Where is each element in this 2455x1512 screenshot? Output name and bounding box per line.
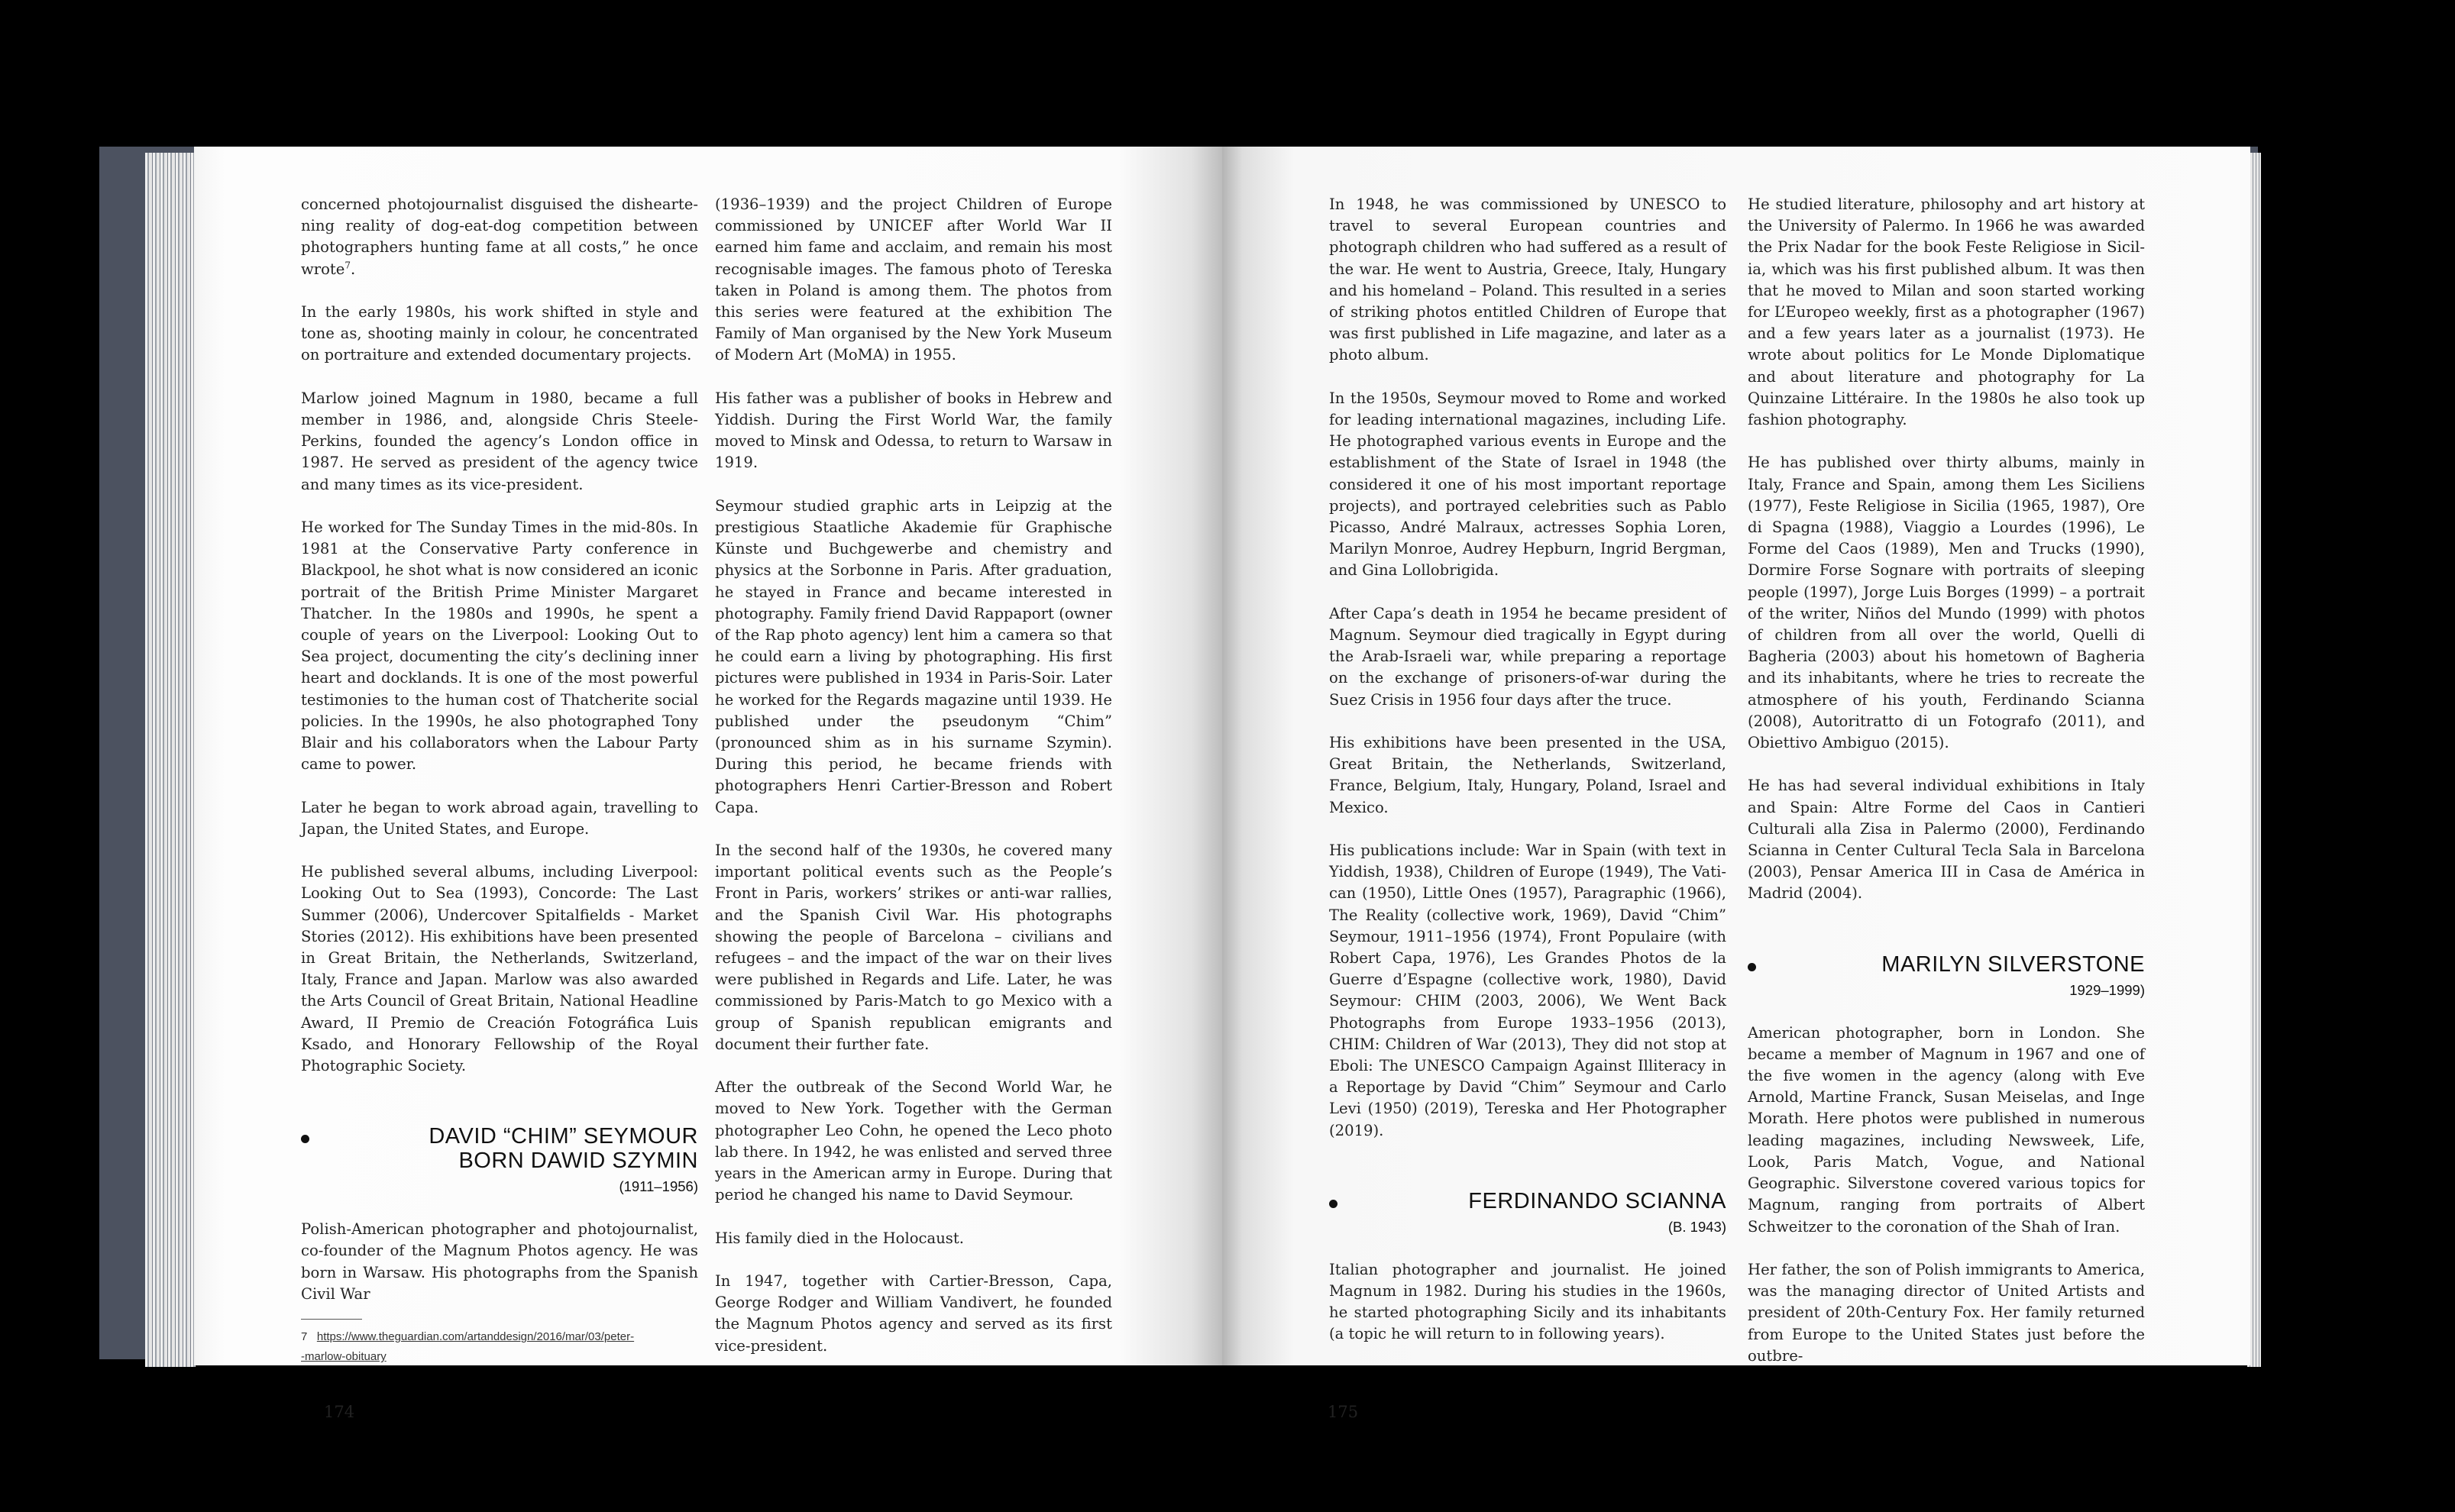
paragraph: After the outbreak of the Second World War, he moved to New York. Together with the German photographer Leo Cohn, he opened the Leco photo lab there. In 1942, he was enlisted and served three years in the American army in Europe. During that period he changed his name to David Seymour. xyxy=(715,1078,1112,1204)
right-page-column-1 xyxy=(1329,194,1726,1346)
section-header-seymour xyxy=(301,1124,698,1197)
section-years: (1911–1956) xyxy=(619,1178,698,1195)
paragraph: Italian photographer and journalist. He joined Magnum in 1982. During his studies in the 1960s, he started photographing Sicily and its inhabitants (a topic he will return to in following years). xyxy=(1329,1260,1726,1343)
paragraph: He has had several individual exhibitions in Italy and Spain: Altre Forme del Caos in Cantieri Culturali alla Zisa in Palermo (2000), Ferdinando Scianna in Center Cultural Tecla Sala in Barcelona (2003), Pensar America III in Casa de América in Madrid (2004). xyxy=(1748,777,2145,903)
bullet-dot-icon xyxy=(1748,963,1756,971)
paragraph: Seymour studied graphic arts in Leipzig at the prestigious Staatliche Akademie für Graphische Künste und Buchgewerbe and chemistry and physics at the Sorbonne in Paris. After graduation, he stayed in France and became interested in photography. Family friend David Rappaport (owner of the Rap photo agency) lent him a camera so that he could earn a living by photographing. His first pictures were published in 1934 in Paris-Soir. Later he worked for the Regards magazine until 1939. He published under the pseudonym “Chim” (pronounced shim as in his surname Szymin). During this period, he became friends with photographers Henri Cartier-Bresson and Robert Capa. xyxy=(715,496,1112,816)
paragraph: After Capa’s death in 1954 he became president of Magnum. Seymour died tragically in Egypt during the Arab-Israeli war, while preparing a reportage on the exchange of prisoners-of-war during the Suez Crisis in 1956 four days after the truce. xyxy=(1329,604,1726,709)
paragraph: His exhibitions have been presented in the USA, Great Britain, the Netherlands, Switzerland, France, Belgium, Italy, Hungary, Poland, Israel and Mexico. xyxy=(1329,734,1726,816)
section-title: FERDINANDO SCIANNA xyxy=(1468,1188,1726,1213)
right-page xyxy=(1222,147,2250,1421)
section-years: (B. 1943) xyxy=(1667,1218,1726,1235)
footnote-link-continued[interactable]: -marlow-obituary xyxy=(301,1350,387,1364)
section-years: 1929–1999) xyxy=(2069,981,2145,998)
left-page-column-2 xyxy=(715,194,1112,1357)
paragraph: (1936–1939) and the project Children of Europe commissioned by UNICEF after World War II earned him fame and acclaim, and remain his most recognisable images. The famous photo of Tereska taken in Poland is among them. The photos from this series were featured at the exhibition The Family of Man organised by the New York Museum of Modern Art (MoMA) in 1955. xyxy=(715,195,1112,364)
paragraph: Polish-American photographer and photojournalist, co-founder of the Magnum Photos agency. He was born in Warsaw. His photographs from the Spanish Civil War xyxy=(301,1220,698,1303)
paragraph: He published several albums, including Liverpool: Looking Out to Sea (1993), Concorde: The Last Summer (2006), Undercover Spitalfields - Market Stories (2012). His exhibitions have been presented in Great Britain, the Netherlands, Switzerland, Italy, France and Japan. Marlow was also awarded the Arts Council of Great Britain, National Headline Award, II Premio de Creación Fotográfica Luis Ksado, and Honorary Fellowship of the Royal Photographic Society. xyxy=(301,863,698,1075)
paragraph: Later he began to work abroad again, travelling to Japan, the United States, and Europe. xyxy=(301,798,698,838)
section-title: MARILYN SILVERSTONE xyxy=(1881,951,2145,977)
section-header-scianna xyxy=(1329,1189,1726,1238)
paragraph: He has published over thirty albums, mainly in Italy, France and Spain, among them Les Siciliens (1977), Feste Religiose in Sicilia (1965, 1987), Ore di Spagna (1988), Viaggio a Lourdes (1996), Le Forme del Caos (1989), Men and Trucks (1990), Dormire Forse Sognare with portraits of sleeping people (1997), Jorge Luis Borges (1999) – a portrait of the writer, Niños del Mundo (1999) with photos of children from all over the world, Quelli di Bagheria (2003) about his hometown of Bagheria and its inhabitants, where he tries to recreate the atmosphere of his youth, Ferdinando Scianna (2008), Autoritratto di un Fotografo (2011), and Obiettivo Ambiguo (2015). xyxy=(1748,454,2145,752)
footnote-rule xyxy=(301,1319,362,1320)
footnote-link[interactable]: https://www.theguardian.com/artanddesign/2016/mar/03/peter- xyxy=(316,1330,635,1344)
section-title: DAVID “CHIM” SEYMOUR xyxy=(429,1124,698,1149)
left-page-column-1 xyxy=(301,194,698,1367)
paragraph: Her father, the son of Polish immigrants to America, was the managing director of United Artists and president of 20th-Century Fox. Her family returned from Europe to the United States just before the outbre- xyxy=(1748,1260,2145,1365)
paragraph: His publications include: War in Spain (with text in Yiddish, 1938), Children of Europe (1949), The Vatican (1950), Little Ones (1957), Paragraphic (1966), The Reality (collective work, 1969), David “Chim” Seymour, 1911–1956 (1974), Front Populaire (with Robert Capa, 1976), Les Grandes Photos de la Guerre d’Espagne (collective work, 1980), David Seymour: CHIM (2003, 2006), We Went Back Photographs from Europe 1933–1956 (2013), CHIM: Children of War (2013), They did not stop at Eboli: The UNESCO Campaign Against Illiteracy in a Reportage by David “Chim” Seymour and Carlo Levi (1950) (2019), Tereska and Her Photographer (2019). xyxy=(1329,842,1726,1139)
section-subtitle: BORN DAWID SZYMIN xyxy=(458,1149,698,1174)
paragraph: In 1948, he was commissioned by UNESCO to travel to several European countries and photograph children who had suffered as a result of the war. He went to Austria, Greece, Italy, Hungary and his homeland – Poland. This resulted in a series of striking photos entitled Children of Europe that was first published in Life magazine, and later as a photo album. xyxy=(1329,195,1726,364)
paragraph: His father was a publisher of books in Hebrew and Yiddish. During the First World War, the family moved to Minsk and Odessa, to return to Warsaw in 1919. xyxy=(715,389,1112,472)
paragraph: Marlow joined Magnum in 1980, became a full member in 1986, and, alongside Chris Steele-Perkins, founded the agency’s London office in 1987. He served as president of the agency twice and many times as its vice-president. xyxy=(301,389,698,493)
paragraph: In the 1950s, Seymour moved to Rome and worked for leading international magazines, including Life. He photographed various events in Europe and the establishment of the State of Israel in 1948 (the considered it one of his most important reportage projects), and portrayed celebrities such as Pablo Picasso, André Malraux, actresses Sophia Loren, Marilyn Monroe, Audrey Hepburn, Ingrid Bergman, and Gina Lollobrigida. xyxy=(1329,389,1726,580)
paragraph: concerned photojournalist disguised the disheartening reality of dog-eat-dog competition between photographers hunting fame at all costs,” he once wrote$^7$. xyxy=(301,195,698,278)
paragraph: In the second half of the 1930s, he covered many important political events such as the People’s Front in Paris, workers’ strikes or anti-war rallies, and the Spanish Civil War. His photographs showing the people of Barcelona – civilians and refugees – and the impact of the war on their lives were published in Regards and Life. Later, he was commissioned by Paris-Match to go Mexico with a group of Spanish republican emigrants and document their further fate. xyxy=(715,842,1112,1053)
footnote-ref: 7 xyxy=(344,260,351,271)
paragraph: American photographer, born in London. She became a member of Magnum in 1967 and one of the five women in the agency (along with Eve Arnold, Martine Franck, Susan Meiselas, and Inge Morath. Here photos were published in numerous leading magazines, including Newsweek, Life, Look, Paris Match, Vogue, and National Geographic. Silverstone covered various topics for Magnum, ranging from portraits of Albert Schweitzer to the coronation of the Shah of Iran. xyxy=(1748,1023,2145,1236)
paragraph: His family died in the Holocaust. xyxy=(715,1229,964,1247)
footnote-number: 7 xyxy=(301,1330,308,1344)
paragraph: In 1947, together with Cartier-Bresson, Capa, George Rodger and William Vandivert, he founded the Magnum Photos agency and served as its first vice-president. xyxy=(715,1272,1112,1355)
paragraph: He worked for The Sunday Times in the mid-80s. In 1981 at the Conservative Party conference in Blackpool, he shot what is now considered an iconic portrait of the British Prime Minister Margaret Thatcher. In the 1980s and 1990s, he spent a couple of years on the Liverpool: Looking Out to Sea project, documenting the city’s declining inner heart and docklands. It is one of the most powerful testimonies to the human cost of Thatcherite social policies. In the 1990s, he also photographed Tony Blair and his collaborators when the Labour Party came to power. xyxy=(301,519,698,774)
bullet-dot-icon xyxy=(1329,1200,1337,1208)
right-page-column-2 xyxy=(1748,194,2145,1367)
left-page xyxy=(194,147,1222,1421)
paragraph: In the early 1980s, his work shifted in style and tone as, shooting mainly in colour, he concentrated on portraiture and extended documentary projects. xyxy=(301,303,698,364)
paragraph: He studied literature, philosophy and art history at the University of Palermo. In 1966 he was awarded the Prix Nadar for the book Feste Religiose in Sicilia, which was his first published album. It was then that he moved to Milan and soon started working for L’Europeo weekly, first as a photographer (1967) and a few years later as a journalist (1973). He wrote about politics for Le Monde Diplomatique and about literature and photography for La Quinzaine Littéraire. In the 1980s he also took up fashion photography. xyxy=(1748,195,2145,429)
footnote xyxy=(301,1327,698,1367)
section-header-silverstone xyxy=(1748,952,2145,1001)
page-edges-left xyxy=(145,153,196,1367)
page-number: 175 xyxy=(1328,1403,1359,1421)
page-number: 174 xyxy=(324,1403,355,1421)
